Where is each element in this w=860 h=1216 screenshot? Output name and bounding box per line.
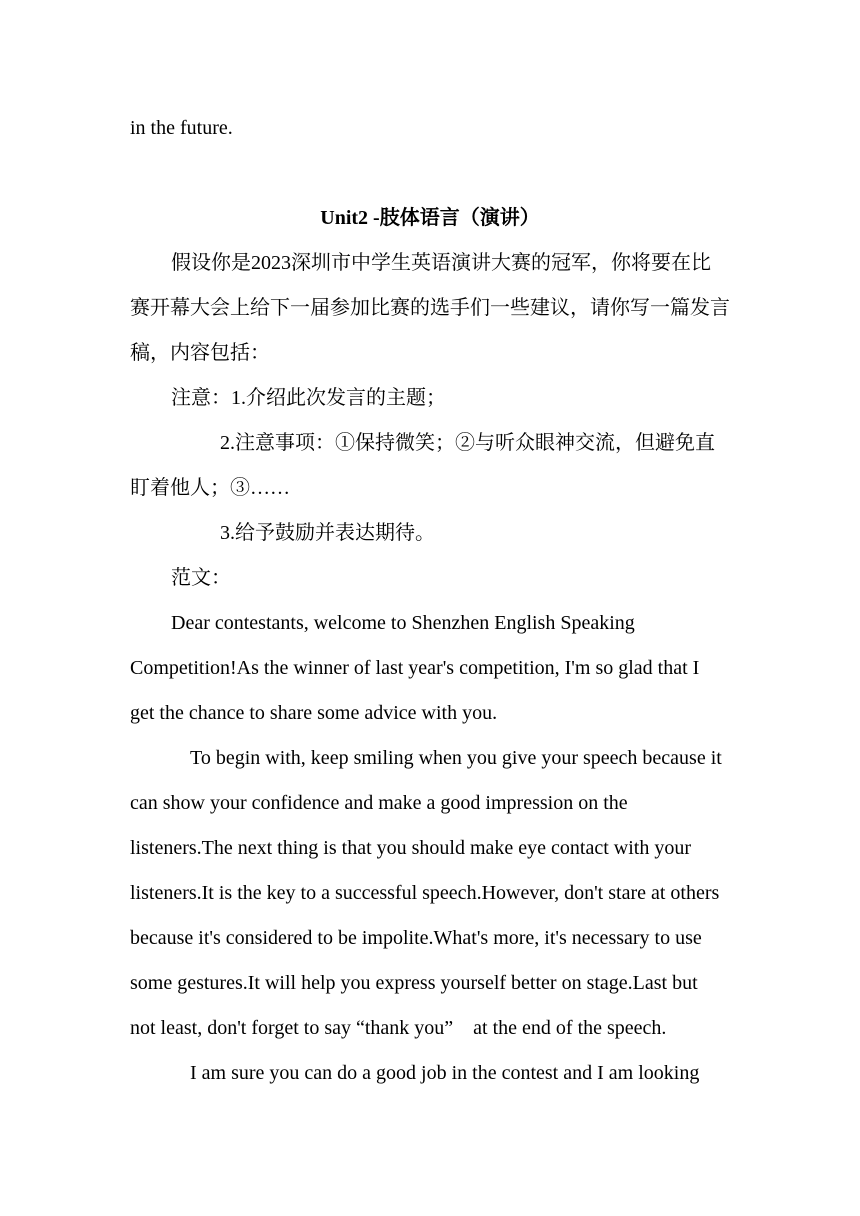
note-line: 2.注意事项：①保持微笑；②与听众眼神交流，但避免直 [220, 432, 715, 454]
essay-line: To begin with, keep smiling when you give your speech because it [190, 747, 722, 769]
essay-line: Dear contestants, welcome to Shenzhen English Speaking [171, 612, 635, 634]
essay-line: listeners.It is the key to a successful speech.However, don't stare at others [130, 882, 720, 904]
prompt-line: 假设你是2023深圳市中学生英语演讲大赛的冠军，你将要在比 [171, 252, 711, 274]
unit-title: Unit2 -肢体语言（演讲） [320, 207, 540, 229]
note-line: 3.给予鼓励并表达期待。 [220, 522, 435, 544]
essay-line: Competition!As the winner of last year's competition, I'm so glad that I [130, 657, 700, 679]
prompt-line: 稿，内容包括： [130, 342, 270, 364]
note-line: 盯着他人；③…… [130, 477, 290, 499]
essay-line: some gestures.It will help you express yourself better on stage.Last but [130, 972, 698, 994]
note-line: 注意：1.介绍此次发言的主题； [171, 387, 446, 409]
essay-line: not least, don't forget to say “thank you” at the end of the speech. [130, 1017, 667, 1039]
previous-page-tail: in the future. [130, 117, 233, 139]
essay-line: because it's considered to be impolite.What's more, it's necessary to use [130, 927, 702, 949]
essay-line: can show your confidence and make a good impression on the [130, 792, 628, 814]
sample-label: 范文： [171, 567, 231, 589]
prompt-line: 赛开幕大会上给下一届参加比赛的选手们一些建议，请你写一篇发言 [130, 297, 730, 319]
essay-line: listeners.The next thing is that you should make eye contact with your [130, 837, 691, 859]
essay-line: get the chance to share some advice with you. [130, 702, 498, 724]
essay-line: I am sure you can do a good job in the contest and I am looking [190, 1062, 700, 1084]
